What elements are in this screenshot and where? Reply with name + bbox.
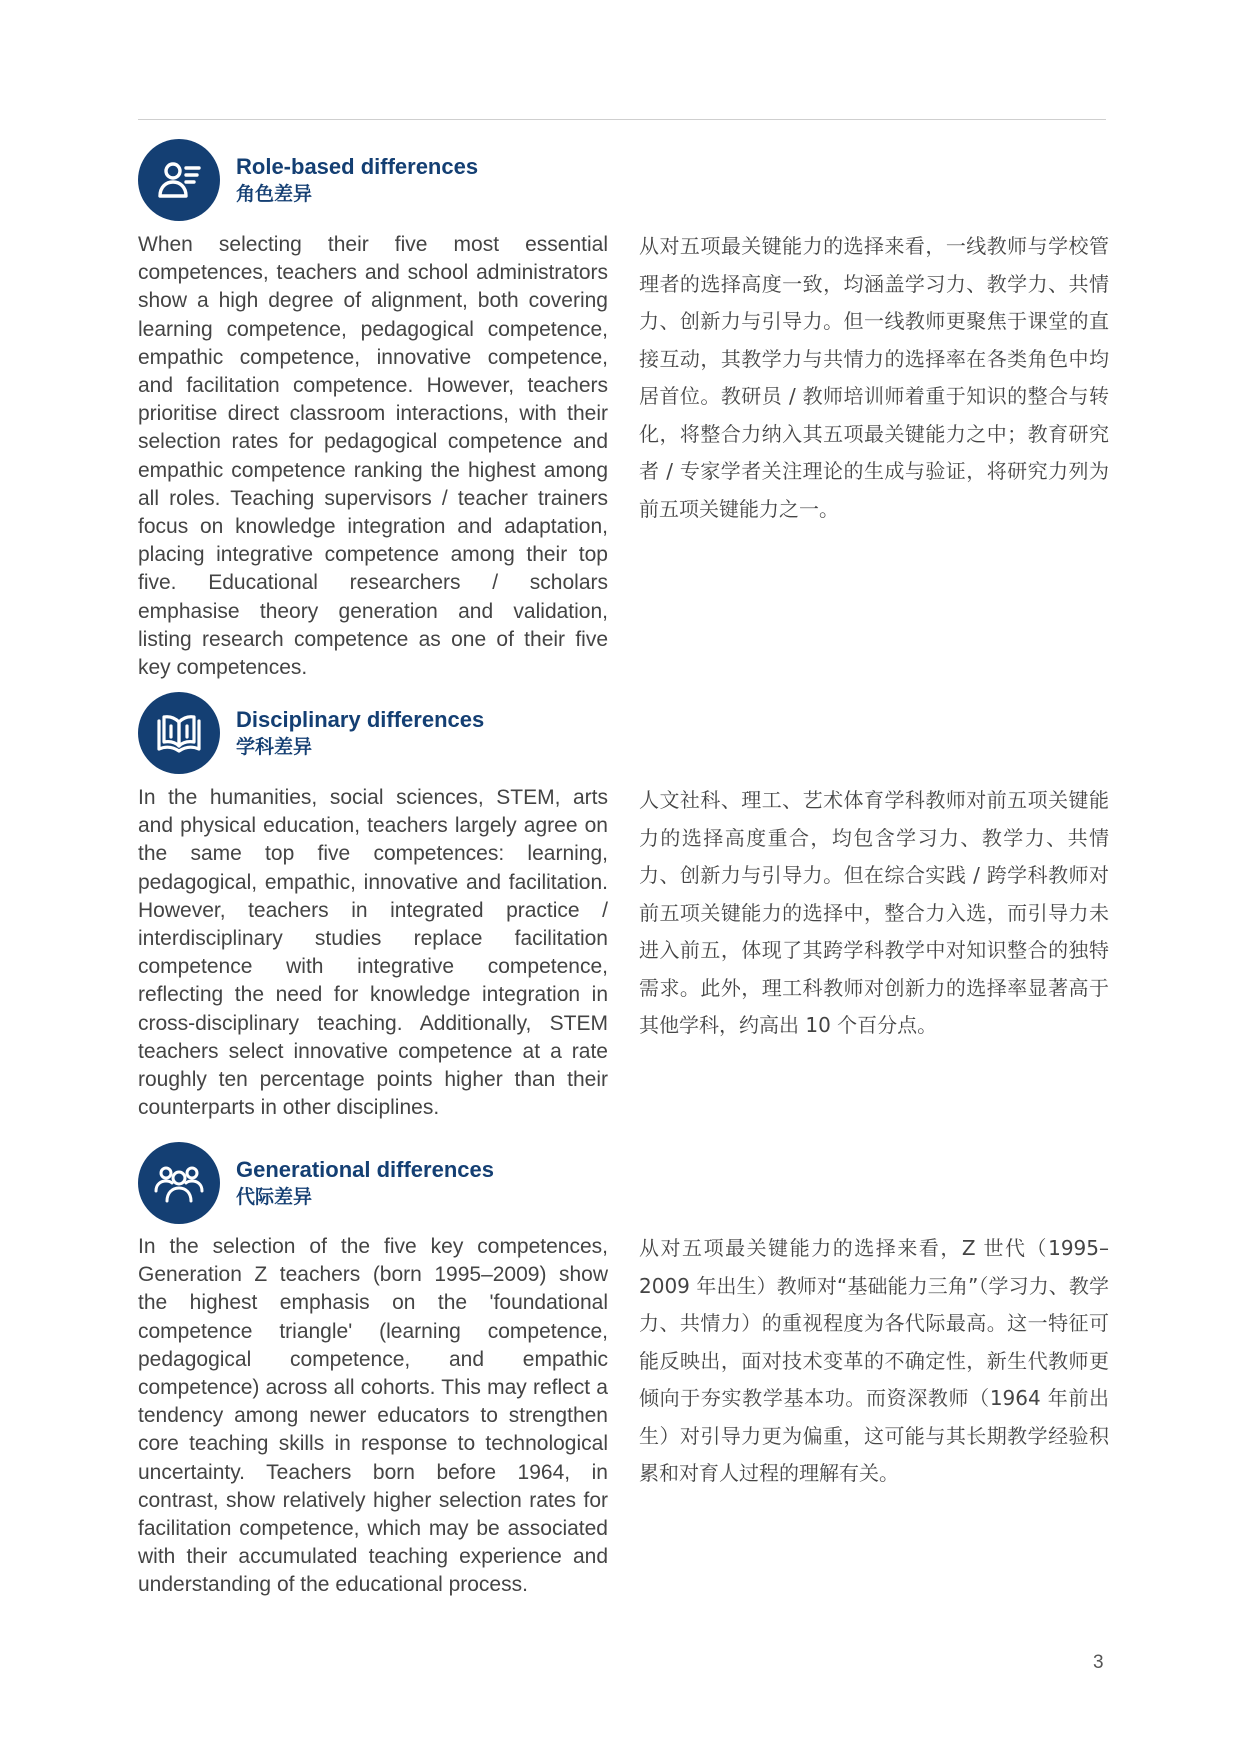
open-book-icon — [138, 692, 220, 774]
top-divider — [138, 119, 1106, 120]
section-body-zh: 从对五项最关键能力的选择来看，一线教师与学校管理者的选择高度一致，均涵盖学习力、教学力、共情力、创新力与引导力。但一线教师更聚焦于课堂的直接互动，其教学力与共情力的选择率在各类角色中均居首位。教研员 / 教师培训师着重于知识的整合与转化，将整合力纳入其五项最关键能力之中；教育研究者 / 专家学者关注理论的生成与验证，将研究力列为前五项关键能力之一。 — [639, 234, 1109, 521]
page-number: 3 — [1093, 1652, 1104, 1673]
section-body-zh: 人文社科、理工、艺术体育学科教师对前五项关键能力的选择高度重合，均包含学习力、教学力、共情力、创新力与引导力。但在综合实践 / 跨学科教师对前五项关键能力的选择中，整合力入选，而引导力未进入前五，体现了其跨学科教学中对知识整合的独特需求。此外，理工科教师对创新力的选择率显著高于其他学科，约高出 10 个百分点。 — [639, 788, 1109, 1037]
section-body-en: When selecting their five most essential competences, teachers and school administrators show a high degree of alignment, both covering learning competence, pedagogical competence, empathic competence, innovative competence, and facilitation competence. However, teachers prioritise direct classroom interactions, with their selection rates for pedagogical competence and empathic competence ranking the highest among all roles. Teaching supervisors / teacher trainers focus on knowledge integration and adaptation, placing integrative competence among their top five. Educational researchers / scholars emphasise theory generation and validation, listing research competence as one of their five key competences. — [138, 233, 608, 680]
section-title-en: Generational differences — [236, 1156, 494, 1182]
section-title-zh: 角色差异 — [236, 182, 313, 205]
section-role-header — [138, 139, 478, 221]
section-title-zh: 代际差异 — [236, 1185, 313, 1208]
section-generation-header — [138, 1142, 494, 1224]
section-body-en: In the humanities, social sciences, STEM, arts and physical education, teachers largely agree on the same top five competences: learning, pedagogical, empathic, innovative and facilitation. However, teachers in integrated practice / interdisciplinary studies replace facilitation competence with integrative competence, reflecting the need for knowledge integration in cross-disciplinary teaching. Additionally, STEM teachers select innovative competence at a rate roughly ten percentage points higher than their counterparts in other disciplines. — [138, 786, 608, 1120]
person-speaking-icon — [138, 139, 220, 221]
section-title-zh: 学科差异 — [236, 735, 313, 758]
group-people-icon — [138, 1142, 220, 1224]
section-title-en: Disciplinary differences — [236, 706, 485, 732]
section-title-en: Role-based differences — [236, 153, 479, 179]
section-body-en: In the selection of the five key competences, Generation Z teachers (born 1995–2009) show the highest emphasis on the 'foundational competence triangle' (learning competence, pedagogical competence, and empathic competence) across all cohorts. This may reflect a tendency among newer educators to strengthen core teaching skills in response to technological uncertainty. Teachers born before 1964, in contrast, show relatively higher selection rates for facilitation competence, which may be associated with their accumulated teaching experience and understanding of the educational process. — [138, 1235, 608, 1597]
section-body-zh: 从对五项最关键能力的选择来看，Z 世代（1995–2009 年出生）教师对“基础能力三角”（学习力、教学力、共情力）的重视程度为各代际最高。这一特征可能反映出，面对技术变革的不确定性，新生代教师更倾向于夯实教学基本功。而资深教师（1964 年前出生）对引导力更为偏重，这可能与其长期教学经验积累和对育人过程的理解有关。 — [639, 1236, 1109, 1485]
section-discipline-header — [138, 692, 484, 774]
